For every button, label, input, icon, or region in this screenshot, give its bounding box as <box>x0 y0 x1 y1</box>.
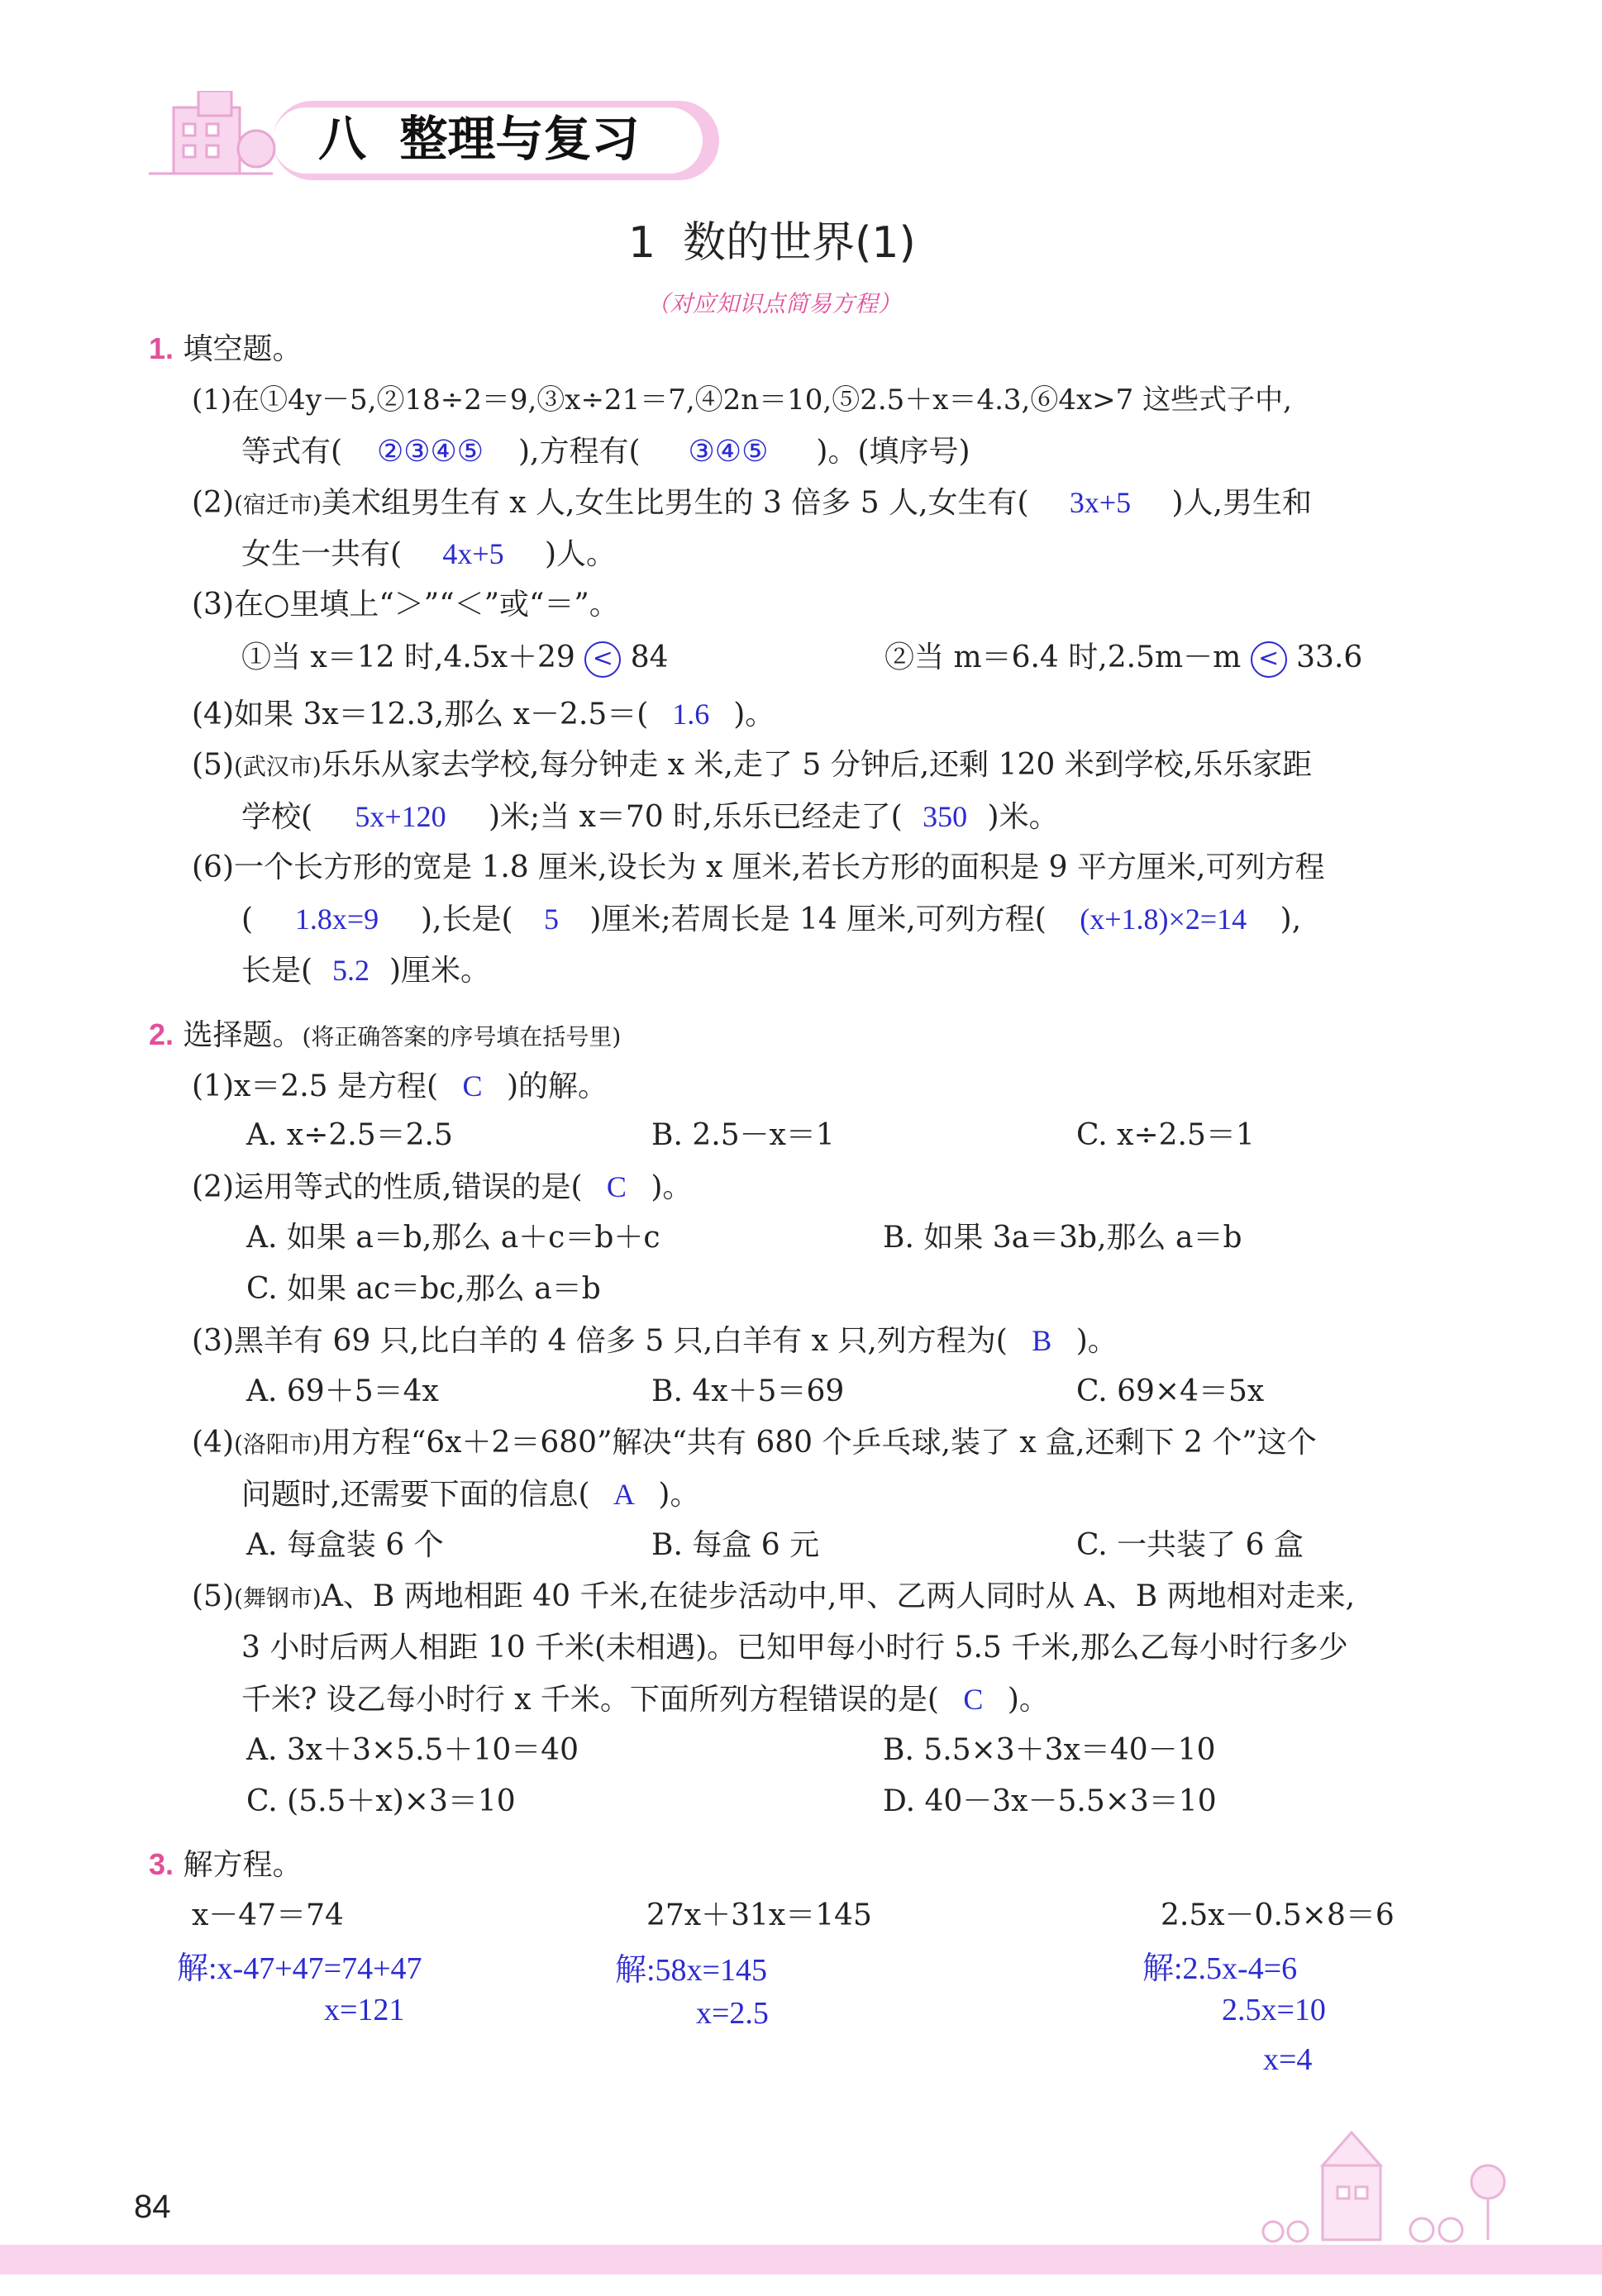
q2-4-line-a: (4)(洛阳市)用方程“6x＋2＝680”解决“共有 680 个乒乓球,装了 x 盒,还剩下 2 个”这个 <box>192 1426 1317 1460</box>
q2-2-line: (2)运用等式的性质,错误的是( C )。 <box>192 1167 692 1208</box>
answer-length-1[interactable]: 5 <box>543 903 559 936</box>
q1-5-line-a: (5)(武汉市)乐乐从家去学校,每分钟走 x 米,走了 5 分钟后,还剩 120 米到学校,乐乐家距 <box>192 748 1313 782</box>
q2-5-line-b: 3 小时后两人相距 10 千米(未相遇)。已知甲每小时行 5.5 千米,那么乙每小时行多少 <box>241 1631 1348 1665</box>
q3-number: 3. <box>149 1847 174 1881</box>
q2-4-option-a[interactable]: A. 每盒装 6 个 <box>246 1528 444 1562</box>
answer-girls[interactable]: 3x+5 <box>1069 486 1132 519</box>
answer-4[interactable]: 1.6 <box>672 698 710 731</box>
q1-5-line-b: 学校( 5x+120 )米;当 x＝70 时,乐乐已经走了( 350 )米。 <box>241 797 1059 837</box>
chapter-title: 八 整理与复习 <box>318 111 640 167</box>
answer-perimeter-equation[interactable]: (x+1.8)×2=14 <box>1080 903 1247 936</box>
q3-heading <box>149 1845 303 1885</box>
compare-circle-2[interactable]: < <box>1251 641 1287 678</box>
q2-5-line-c: 千米? 设乙每小时行 x 千米。下面所列方程错误的是( C )。 <box>241 1679 1049 1720</box>
q1-2-line-a: (2)(宿迁市)美术组男生有 x 人,女生比男生的 3 倍多 5 人,女生有( 3x+5 )人,男生和 <box>192 483 1312 525</box>
q2-heading <box>149 1015 621 1057</box>
footer-band <box>0 2245 1602 2275</box>
q2-1-line: (1)x＝2.5 是方程( C )的解。 <box>192 1066 608 1107</box>
q1-6-line-a: (6)一个长方形的宽是 1.8 厘米,设长为 x 厘米,若长方形的面积是 9 平方厘米,可列方程 <box>192 850 1325 884</box>
q2-4-option-c[interactable]: C. 一共装了 6 盒 <box>1076 1528 1304 1562</box>
choice-answer-5[interactable]: C <box>963 1683 984 1716</box>
q1-3-line-c: ②当 m＝6.4 时,2.5m－m < 33.6 <box>884 638 1362 678</box>
equation-2-step-1[interactable]: 解:58x=145 <box>615 1953 767 1988</box>
q3-title: 解方程。 <box>183 1848 303 1882</box>
q2-5-line-a: (5)(舞钢市)A、B 两地相距 40 千米,在徒步活动中,甲、乙两人同时从 A、B 两地相对走来, <box>192 1579 1356 1613</box>
answer-distance[interactable]: 5x+120 <box>355 800 446 833</box>
equation-2: 27x＋31x＝145 <box>646 1898 872 1932</box>
equation-1-step-2[interactable]: x=121 <box>324 1993 405 2027</box>
q1-title: 填空题。 <box>183 332 303 366</box>
footer-decoration <box>1223 2116 1521 2245</box>
q1-3-line-b: ①当 x＝12 时,4.5x＋29 < 84 <box>241 638 669 678</box>
q1-heading <box>149 329 303 369</box>
answer-walked[interactable]: 350 <box>923 800 968 833</box>
q2-1-option-c[interactable]: C. x÷2.5＝1 <box>1076 1118 1255 1152</box>
choice-answer-2[interactable]: C <box>606 1170 627 1203</box>
q2-2-option-a[interactable]: A. 如果 a＝b,那么 a＋c＝b＋c <box>246 1221 660 1255</box>
q1-1-line-a: (1)在①4y－5,②18÷2＝9,③x÷21＝7,④2n＝10,⑤2.5＋x＝4.3,⑥4x>7 这些式子中, <box>192 383 1292 417</box>
q1-number: 1. <box>149 331 174 365</box>
q2-3-line: (3)黑羊有 69 只,比白羊的 4 倍多 5 只,白羊有 x 只,列方程为( B )。 <box>192 1321 1118 1361</box>
answer-equations[interactable]: ②③④⑤ <box>376 435 484 468</box>
q2-3-option-a[interactable]: A. 69＋5＝4x <box>246 1374 439 1408</box>
choice-answer-4[interactable]: A <box>613 1478 635 1511</box>
q1-4-line: (4)如果 3x＝12.3,那么 x－2.5＝( 1.6 )。 <box>192 694 775 735</box>
q2-3-option-c[interactable]: C. 69×4＝5x <box>1076 1374 1265 1408</box>
answer-area-equation[interactable]: 1.8x=9 <box>294 903 379 936</box>
q2-title: 选择题。 <box>183 1018 303 1052</box>
q2-3-option-b[interactable]: B. 4x＋5＝69 <box>651 1374 845 1408</box>
compare-circle-1[interactable]: < <box>584 641 621 678</box>
q2-4-line-b: 问题时,还需要下面的信息( A )。 <box>241 1474 699 1515</box>
equation-3: 2.5x－0.5×8＝6 <box>1161 1898 1395 1932</box>
equation-1-step-1[interactable]: 解:x-47+47=74+47 <box>177 1951 422 1986</box>
q2-5-option-c[interactable]: C. (5.5＋x)×3＝10 <box>246 1784 516 1818</box>
city-tag: (洛阳市) <box>234 1431 322 1458</box>
equation-3-step-1[interactable]: 解:2.5x-4=6 <box>1142 1951 1298 1986</box>
city-tag: (舞钢市) <box>234 1584 322 1612</box>
answer-length-2[interactable]: 5.2 <box>332 954 370 987</box>
q1-2-line-b: 女生一共有( 4x+5 )人。 <box>241 534 616 574</box>
answer-total[interactable]: 4x+5 <box>442 537 504 570</box>
q2-number: 2. <box>149 1017 174 1051</box>
equation-2-step-2[interactable]: x=2.5 <box>696 1996 769 2031</box>
equation-3-step-3[interactable]: x=4 <box>1263 2042 1313 2077</box>
q2-5-option-a[interactable]: A. 3x＋3×5.5＋10＝40 <box>246 1733 579 1767</box>
answer-unknowns[interactable]: ③④⑤ <box>688 435 769 468</box>
q2-1-option-b[interactable]: B. 2.5－x＝1 <box>651 1118 835 1152</box>
choice-answer-1[interactable]: C <box>462 1069 483 1103</box>
q2-2-option-c[interactable]: C. 如果 ac＝bc,那么 a＝b <box>246 1272 601 1306</box>
q2-4-option-b[interactable]: B. 每盒 6 元 <box>651 1528 820 1562</box>
page-number: 84 <box>134 2189 171 2225</box>
q2-5-option-d[interactable]: D. 40－3x－5.5×3＝10 <box>883 1784 1217 1818</box>
equation-3-step-2[interactable]: 2.5x=10 <box>1222 1993 1326 2027</box>
q2-note: (将正确答案的序号填在括号里) <box>302 1023 622 1050</box>
lesson-title: 1 数的世界(1) <box>628 218 916 268</box>
q2-5-option-b[interactable]: B. 5.5×3＋3x＝40－10 <box>883 1733 1216 1767</box>
q2-1-option-a[interactable]: A. x÷2.5＝2.5 <box>246 1118 453 1152</box>
choice-answer-3[interactable]: B <box>1032 1324 1052 1357</box>
city-tag: (宿迁市) <box>234 491 322 518</box>
city-tag: (武汉市) <box>234 753 322 780</box>
q1-6-line-c: 长是( 5.2 )厘米。 <box>241 950 490 991</box>
q1-1-line-b: 等式有( ②③④⑤ ),方程有( ③④⑤ )。(填序号) <box>241 431 970 472</box>
equation-1: x－47＝74 <box>192 1898 344 1932</box>
q1-6-line-b: ( 1.8x=9 ),长是( 5 )厘米;若周长是 14 厘米,可列方程( (x+1.8)×2=14 ), <box>241 899 1301 940</box>
q2-2-option-b[interactable]: B. 如果 3a＝3b,那么 a＝b <box>883 1221 1242 1255</box>
q1-3-line-a: (3)在○里填上“＞”“＜”或“＝”。 <box>192 588 619 622</box>
chapter-banner <box>149 91 727 190</box>
lesson-subtitle: （对应知识点简易方程） <box>646 290 902 317</box>
